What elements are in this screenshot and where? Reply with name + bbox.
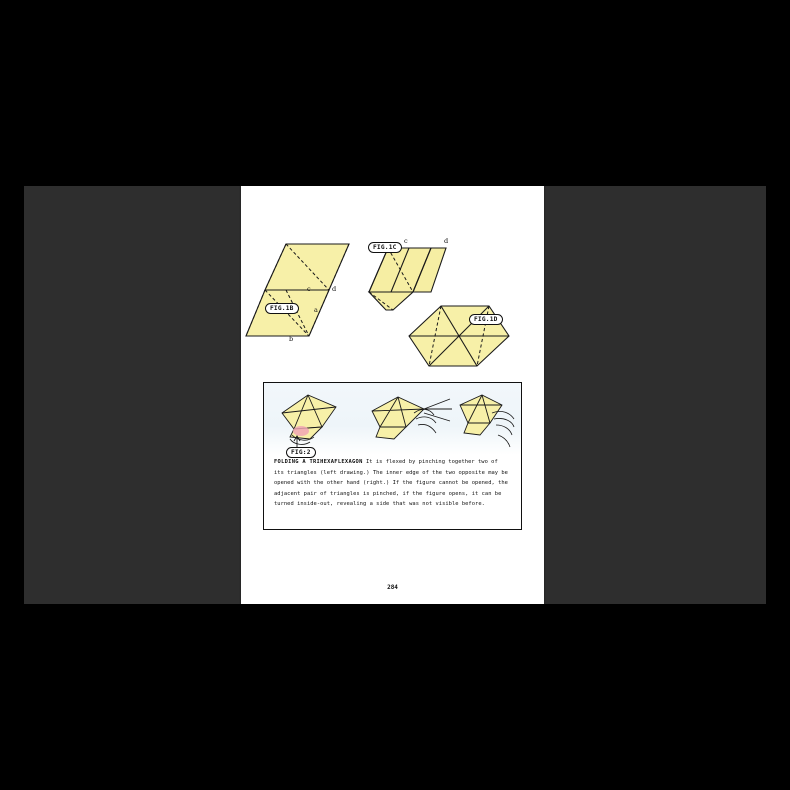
figure-label-1d: FIG.1D (469, 314, 503, 325)
figure-2-middle-drawing (372, 397, 452, 439)
figure-2-right-drawing (460, 395, 514, 447)
figure-2-drawing (264, 383, 521, 455)
vertex-label-c-1b: c (307, 285, 311, 293)
figure-2-caption (274, 457, 510, 510)
figure-2-artwork (264, 383, 521, 455)
figure-2-left-drawing (282, 395, 336, 447)
figure-label-1c: FIG.1C (368, 242, 402, 253)
vertex-label-a-1b: a (314, 306, 318, 314)
figures-drawing (241, 186, 544, 396)
figure-2-panel (263, 382, 522, 530)
figure-label-1b: FIG.1B (265, 303, 299, 314)
vertex-label-b-1b: b (289, 335, 294, 343)
viewer-canvas (24, 186, 766, 604)
figure-group-top (241, 186, 544, 396)
caption-body: It is flexed by pinching together two of its triangles (left drawing.) The inner edge of the two opposite may be opened with the other hand (right.) If the figure cannot be opened, the adjacent pair of triangles is pinched, if the figure opens, it can be turned inside-out, revealing a side that was not visible before. (274, 459, 508, 508)
vertex-label-d-1b: d (332, 285, 337, 293)
caption-heading: FOLDING A TRIHEXAFLEXAGON (274, 459, 363, 465)
figure-1c-shape (369, 248, 446, 310)
document-page (241, 186, 544, 604)
page-number: 284 (387, 584, 398, 591)
vertex-label-c-1c: c (404, 237, 408, 245)
vertex-label-d-1c: d (444, 237, 449, 245)
figure-label-2: FIG:2 (286, 447, 316, 458)
